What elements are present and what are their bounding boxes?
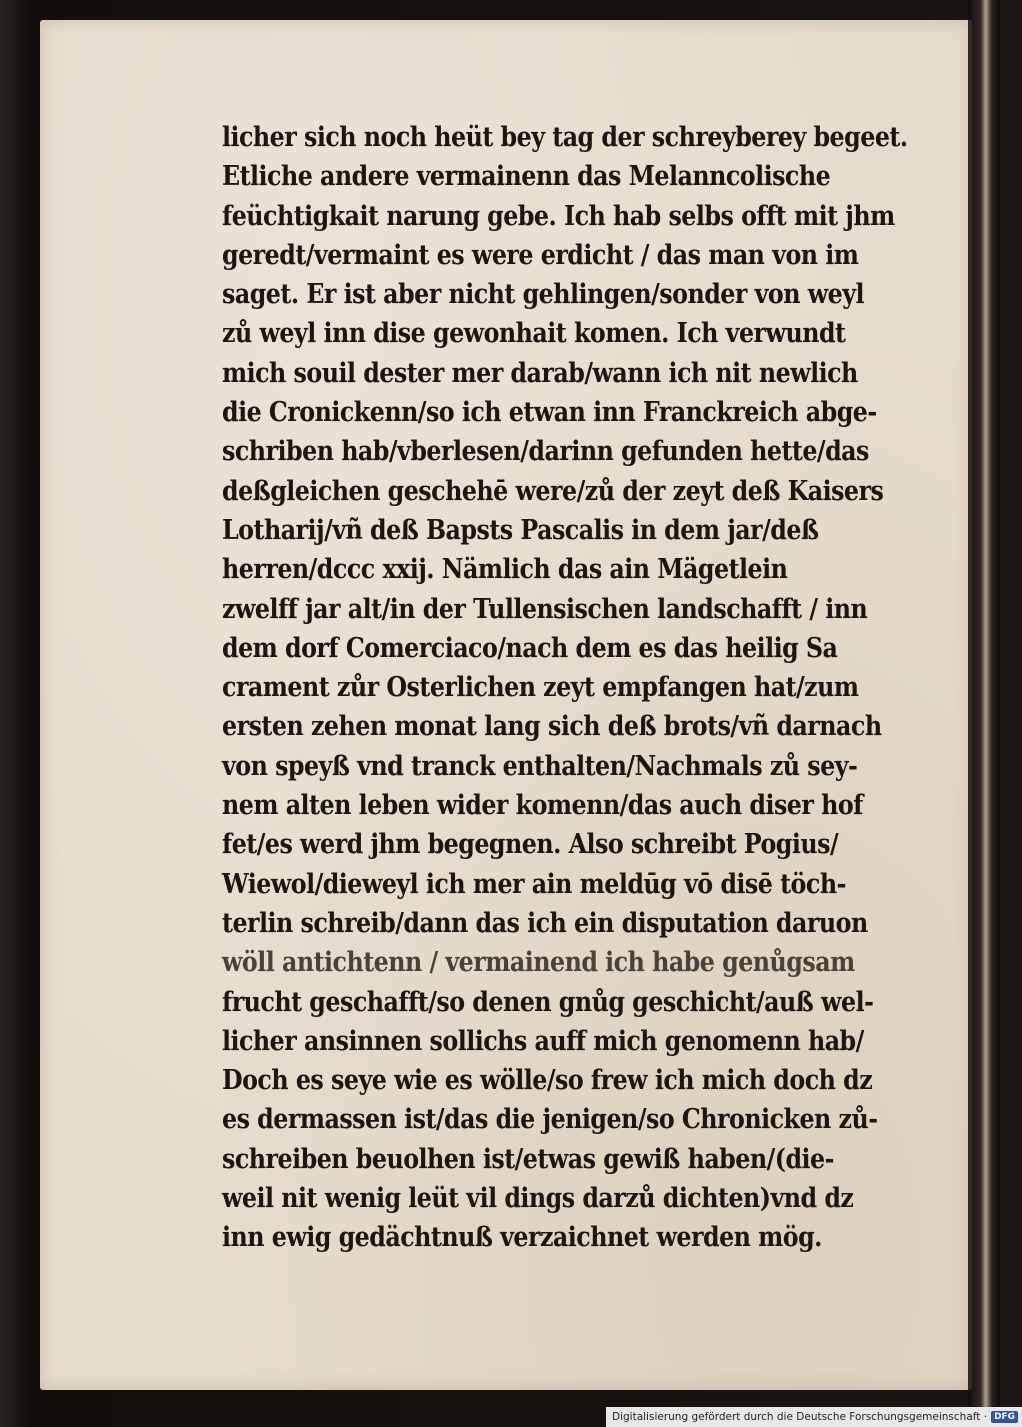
page-text-block	[222, 118, 942, 1258]
text-line: schreiben beuolhen ist/etwas gewiß haben/(die-	[222, 1143, 834, 1175]
text-line: zů weyl inn dise gewonhait komen. Ich verwundt	[222, 318, 846, 350]
text-line: feüchtigkait narung gebe. Ich hab selbs offt mit jhm	[222, 200, 895, 232]
dfg-logo-icon: DFG	[991, 1411, 1018, 1423]
digitization-credit-text: Digitalisierung gefördert durch die Deutsche Forschungsgemeinschaft ·	[612, 1411, 988, 1423]
text-line: Lotharij/vñ deß Bapsts Pascalis in dem jar/deß	[222, 514, 819, 546]
text-line: ersten zehen monat lang sich deß brots/vñ darnach	[222, 711, 882, 743]
text-line: herren/dccc xxij. Nämlich das ain Mägetlein	[222, 554, 788, 586]
page-edge	[968, 0, 1000, 1427]
text-line: von speyß vnd tranck enthalten/Nachmals zů sey-	[222, 750, 858, 782]
text-line: inn ewig gedächtnuß verzaichnet werden mög.	[222, 1222, 822, 1254]
text-line: frucht geschafft/so denen gnůg geschicht/auß wel-	[222, 986, 874, 1018]
text-line: es dermassen ist/das die jenigen/so Chronicken zů-	[222, 1104, 878, 1136]
text-line: weil nit wenig leüt vil dings darzů dichten)vnd dz	[222, 1183, 854, 1215]
text-line: Doch es seye wie es wölle/so frew ich mich doch dz	[222, 1065, 873, 1097]
text-line: mich souil dester mer darab/wann ich nit newlich	[222, 357, 858, 389]
text-line: schriben hab/vberlesen/darinn gefunden hette/das	[222, 436, 869, 468]
text-line: licher sich noch heüt bey tag der schreyberey begeet.	[222, 122, 908, 153]
text-line: die Cronickenn/so ich etwan inn Franckreich abge-	[222, 397, 877, 429]
digitization-credit-bar	[606, 1407, 1022, 1427]
text-line: zwelff jar alt/in der Tullensischen landschafft / inn	[222, 593, 868, 625]
text-line: dem dorf Comerciaco/nach dem es das heilig Sa	[222, 632, 838, 664]
text-line: licher ansinnen sollichs auff mich genomenn hab/	[222, 1025, 864, 1057]
text-line: wöll antichtenn / vermainend ich habe genůgsam	[222, 947, 855, 979]
text-line: geredt/vermaint es were erdicht / das man von im	[222, 239, 859, 271]
text-line: saget. Er ist aber nicht gehlingen/sonder von weyl	[222, 279, 865, 311]
text-line: Wiewol/dieweyl ich mer ain meldūg vō disē töch-	[222, 868, 846, 900]
text-line: Etliche andere vermainenn das Melanncolische	[222, 161, 831, 193]
text-line: crament zůr Osterlichen zeyt empfangen hat/zum	[222, 672, 859, 704]
text-line: deßgleichen geschehē were/zů der zeyt deß Kaisers	[222, 475, 884, 507]
text-line: terlin schreib/dann das ich ein disputation daruon	[222, 907, 868, 939]
text-line: fet/es werd jhm begegnen. Also schreibt Pogius/	[222, 829, 839, 861]
text-line: nem alten leben wider komenn/das auch diser hof	[222, 790, 863, 822]
